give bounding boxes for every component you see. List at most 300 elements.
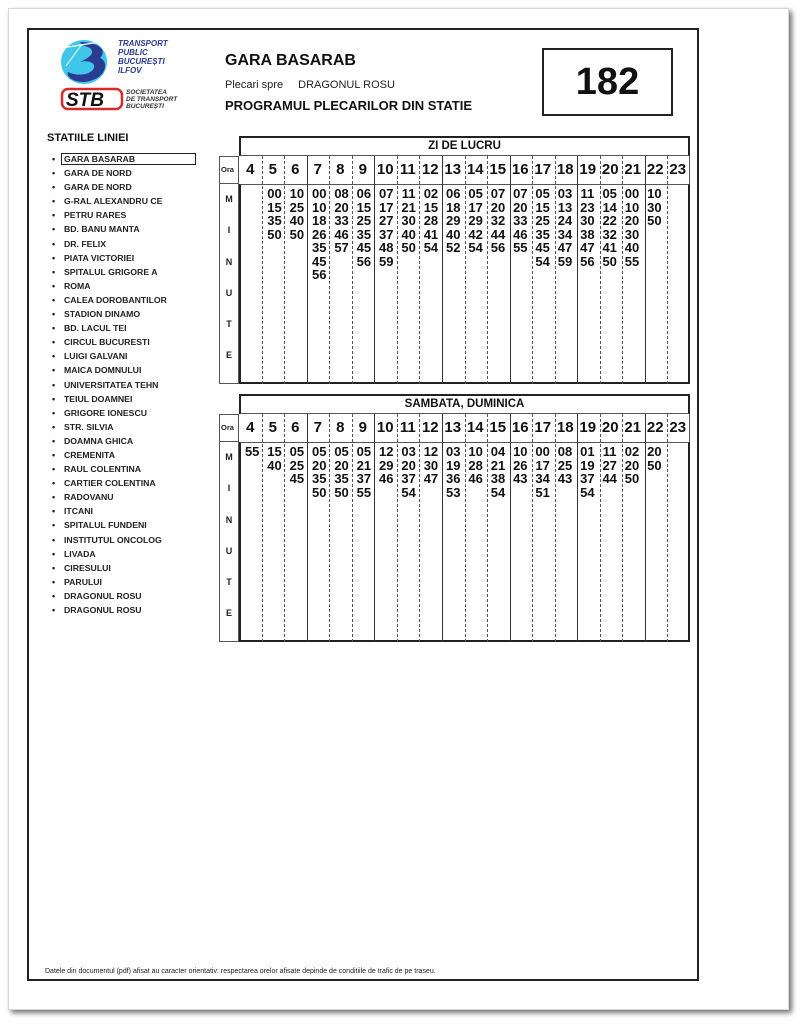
departure-minute: 25 bbox=[356, 213, 372, 228]
departure-minute: 03 bbox=[557, 186, 573, 201]
departure-minute: 35 bbox=[535, 226, 550, 242]
tpbi-line: ILFOV bbox=[118, 66, 142, 75]
station-item bbox=[48, 237, 195, 251]
station-item bbox=[48, 462, 195, 476]
station-name: GARA DE NORD bbox=[64, 168, 132, 179]
station-name: CALEA DOROBANTILOR bbox=[64, 294, 167, 305]
station-name: GARA DE NORD bbox=[64, 182, 132, 193]
departure-minute: 27 bbox=[379, 213, 394, 228]
column-separator bbox=[510, 414, 511, 642]
column-separator bbox=[532, 414, 533, 642]
departure-minute: 54 bbox=[535, 253, 550, 269]
route-number: 182 bbox=[542, 48, 673, 116]
station-item bbox=[48, 406, 195, 420]
departure-minute: 15 bbox=[423, 199, 439, 215]
stb-logo-text: STB bbox=[66, 90, 104, 111]
station-item bbox=[48, 434, 195, 448]
minute-letter: E bbox=[225, 350, 232, 361]
departure-minute: 30 bbox=[401, 213, 416, 228]
column-separator bbox=[645, 156, 646, 384]
hour-cell: 13 bbox=[444, 419, 462, 436]
minutes-column bbox=[420, 185, 442, 382]
hour-cell: 20 bbox=[601, 419, 619, 436]
hour-cell: 17 bbox=[534, 161, 552, 178]
station-item bbox=[48, 251, 195, 265]
departure-minute: 22 bbox=[602, 213, 617, 228]
column-separator bbox=[442, 156, 443, 384]
departure-minute: 26 bbox=[513, 457, 528, 473]
station-name: PIATA VICTORIEI bbox=[64, 252, 135, 263]
departure-minute: 50 bbox=[647, 213, 662, 228]
station-name: RADOVANU bbox=[64, 492, 114, 503]
station-item bbox=[48, 279, 195, 293]
hour-cell: 14 bbox=[466, 419, 484, 436]
departure-minute: 23 bbox=[580, 199, 595, 215]
station-name: DRAGONUL ROSU bbox=[64, 605, 142, 615]
hour-cell: 23 bbox=[669, 161, 687, 178]
station-item bbox=[48, 307, 195, 321]
departure-minute: 17 bbox=[379, 199, 394, 215]
minutes-column bbox=[509, 443, 531, 640]
column-separator bbox=[329, 414, 330, 642]
departure-minute: 45 bbox=[311, 253, 327, 269]
hour-cell: 22 bbox=[646, 419, 664, 436]
departure-minute: 25 bbox=[289, 199, 305, 215]
departure-minute: 10 bbox=[311, 199, 327, 215]
station-list bbox=[48, 152, 195, 617]
minutes-column bbox=[599, 185, 621, 382]
departure-minute: 07 bbox=[379, 186, 394, 201]
station-item bbox=[48, 392, 195, 406]
station-item bbox=[48, 603, 195, 617]
station-title: GARA BASARAB bbox=[225, 52, 356, 69]
minutes-column bbox=[442, 185, 464, 382]
column-separator bbox=[374, 414, 375, 642]
column-separator bbox=[622, 156, 623, 384]
departure-minute: 48 bbox=[379, 240, 394, 255]
minutes-column bbox=[330, 185, 352, 382]
station-item bbox=[48, 335, 195, 349]
departure-minute: 15 bbox=[267, 199, 282, 215]
departure-minute: 17 bbox=[535, 457, 550, 473]
departure-minute: 45 bbox=[356, 240, 372, 255]
hour-cell: 18 bbox=[556, 161, 574, 178]
column-separator bbox=[419, 156, 420, 384]
station-name: UNIVERSITATEA TEHN bbox=[64, 379, 159, 390]
departure-minute: 55 bbox=[513, 240, 528, 255]
hour-cell: 21 bbox=[624, 161, 642, 178]
minute-letter: T bbox=[226, 577, 232, 587]
minute-letter: I bbox=[227, 483, 231, 494]
departure-minute: 25 bbox=[289, 457, 305, 473]
station-item bbox=[48, 166, 195, 180]
departure-minute: 35 bbox=[311, 240, 327, 255]
departure-minute: 55 bbox=[356, 484, 372, 500]
departure-minute: 57 bbox=[334, 240, 349, 255]
minutes-column bbox=[241, 185, 263, 382]
departure-minute: 21 bbox=[490, 457, 506, 473]
hour-cell: 11 bbox=[399, 419, 416, 436]
stb-line: DE TRANSPORT bbox=[126, 96, 178, 103]
departure-minute: 37 bbox=[356, 471, 372, 486]
station-item bbox=[48, 448, 195, 462]
hour-cell: 8 bbox=[336, 161, 345, 178]
departure-minute: 56 bbox=[580, 253, 595, 269]
departure-minute: 33 bbox=[334, 213, 349, 228]
column-separator bbox=[419, 414, 420, 642]
column-separator bbox=[555, 156, 556, 384]
ora-label: Ora bbox=[219, 414, 239, 442]
minutes-column bbox=[509, 185, 531, 382]
minute-letter: E bbox=[225, 608, 232, 619]
departure-minute: 29 bbox=[468, 213, 483, 228]
departure-minute: 38 bbox=[580, 226, 595, 242]
departure-minute: 41 bbox=[602, 240, 617, 255]
minutes-column bbox=[464, 443, 486, 640]
departure-minute: 55 bbox=[244, 444, 260, 459]
departure-minute: 51 bbox=[535, 484, 550, 500]
departure-minute: 11 bbox=[580, 186, 595, 201]
departure-minute: 28 bbox=[468, 457, 483, 473]
stb-logo-icon bbox=[58, 86, 126, 112]
minute-letter: I bbox=[227, 225, 231, 236]
column-separator bbox=[374, 156, 375, 384]
column-separator bbox=[307, 156, 308, 384]
minutes-column bbox=[554, 443, 576, 640]
minutes-column bbox=[375, 443, 397, 640]
departure-minute: 11 bbox=[602, 444, 617, 459]
column-separator bbox=[555, 414, 556, 642]
hour-cell: 7 bbox=[313, 419, 322, 436]
station-item bbox=[48, 476, 195, 490]
departure-minute: 26 bbox=[311, 226, 327, 242]
departure-minute: 17 bbox=[468, 199, 483, 215]
hour-cell: 20 bbox=[601, 161, 619, 178]
minutes-column bbox=[531, 443, 553, 640]
station-item bbox=[48, 547, 195, 561]
station-item bbox=[48, 504, 195, 518]
minutes-column bbox=[666, 443, 688, 640]
departure-minute: 45 bbox=[289, 471, 305, 486]
departure-minute: 01 bbox=[580, 444, 595, 459]
tpbi-line: BUCUREȘTI bbox=[118, 57, 165, 66]
departure-minute: 56 bbox=[356, 253, 372, 269]
departure-minute: 50 bbox=[647, 457, 662, 473]
station-name: DR. FELIX bbox=[64, 238, 106, 249]
departure-minute: 05 bbox=[602, 186, 617, 201]
departure-minute: 06 bbox=[446, 186, 461, 201]
departure-minute: 20 bbox=[490, 199, 506, 215]
station-item bbox=[48, 265, 195, 279]
station-item bbox=[48, 420, 195, 434]
departure-minute: 20 bbox=[624, 457, 640, 473]
departure-minute: 12 bbox=[423, 444, 439, 459]
departure-minute: 50 bbox=[602, 253, 617, 269]
hour-cell: 8 bbox=[336, 419, 345, 436]
departure-minute: 15 bbox=[535, 199, 550, 215]
ora-label: Ora bbox=[219, 156, 239, 184]
departure-minute: 37 bbox=[401, 471, 416, 486]
station-name: INSTITUTUL ONCOLOG bbox=[64, 534, 162, 545]
departure-minute: 29 bbox=[446, 213, 461, 228]
departure-minute: 35 bbox=[334, 471, 349, 486]
hour-cell: 5 bbox=[268, 419, 277, 436]
departure-minute: 02 bbox=[624, 444, 640, 459]
departure-minute: 50 bbox=[289, 226, 305, 242]
station-item bbox=[48, 378, 195, 392]
departure-minute: 04 bbox=[490, 444, 506, 459]
column-separator bbox=[329, 156, 330, 384]
column-separator bbox=[465, 156, 466, 384]
departure-minute: 47 bbox=[557, 240, 573, 255]
tpbi-line: PUBLIC bbox=[118, 48, 148, 57]
station-name: BD. BANU MANTA bbox=[64, 224, 140, 235]
departure-minute: 46 bbox=[513, 226, 528, 242]
departure-minute: 40 bbox=[624, 240, 640, 255]
minutes-column bbox=[286, 443, 308, 640]
column-separator bbox=[667, 414, 668, 642]
departure-minute: 02 bbox=[423, 186, 439, 201]
column-separator bbox=[397, 156, 398, 384]
departure-minute: 50 bbox=[267, 226, 282, 242]
column-separator bbox=[284, 156, 285, 384]
minutes-column bbox=[397, 443, 419, 640]
station-name: LUIGI GALVANI bbox=[64, 351, 128, 362]
minutes-column bbox=[286, 185, 308, 382]
departure-minute: 08 bbox=[557, 444, 573, 459]
departure-minute: 44 bbox=[490, 226, 506, 242]
departure-minute: 33 bbox=[513, 213, 528, 228]
minute-letter: U bbox=[225, 287, 233, 298]
minutes-column bbox=[554, 185, 576, 382]
departure-minute: 37 bbox=[580, 471, 595, 486]
station-name: MAICA DOMNULUI bbox=[64, 365, 142, 376]
weekend-timetable bbox=[219, 414, 690, 642]
departure-minute: 36 bbox=[446, 471, 461, 486]
disclaimer: Datele din documentul (pdf) afisat au caracter orientativ: respectarea orelor afisate depinde de conditiile de trafic de pe traseu. bbox=[45, 968, 436, 975]
tpbi-b-icon bbox=[58, 36, 116, 86]
departure-minute: 10 bbox=[289, 186, 305, 201]
departure-minute: 00 bbox=[535, 444, 550, 459]
departure-minute: 37 bbox=[379, 226, 394, 242]
departure-minute: 42 bbox=[468, 226, 483, 242]
departure-minute: 30 bbox=[647, 199, 662, 215]
departure-minute: 18 bbox=[446, 199, 461, 215]
departure-minute: 12 bbox=[379, 444, 394, 459]
column-separator bbox=[645, 414, 646, 642]
hour-cell: 13 bbox=[444, 161, 462, 178]
hour-cell: 11 bbox=[399, 161, 416, 178]
minute-letter: U bbox=[225, 545, 233, 556]
minutes-column bbox=[621, 443, 643, 640]
departures-label: Plecari spre bbox=[225, 79, 284, 91]
departure-minute: 52 bbox=[446, 240, 461, 255]
minutes-column bbox=[397, 185, 419, 382]
station-item bbox=[48, 194, 195, 208]
hour-cell: 12 bbox=[421, 419, 439, 436]
departure-minute: 20 bbox=[624, 213, 640, 228]
column-separator bbox=[487, 414, 488, 642]
hour-cell: 22 bbox=[646, 161, 664, 178]
hour-cell: 7 bbox=[313, 161, 322, 178]
departure-minute: 30 bbox=[423, 457, 439, 473]
station-name: CARTIER COLENTINA bbox=[64, 478, 156, 489]
minutes-column bbox=[263, 185, 285, 382]
departure-minute: 08 bbox=[334, 186, 349, 201]
column-separator bbox=[600, 156, 601, 384]
station-item bbox=[48, 208, 195, 222]
departure-minute: 34 bbox=[535, 471, 550, 486]
hour-cell: 12 bbox=[421, 161, 439, 178]
hour-cell: 21 bbox=[624, 419, 642, 436]
column-separator bbox=[510, 156, 511, 384]
station-item bbox=[48, 321, 195, 335]
minutes-column bbox=[375, 185, 397, 382]
column-separator bbox=[577, 156, 578, 384]
departure-minute: 40 bbox=[401, 226, 416, 242]
departure-minute: 21 bbox=[401, 199, 416, 215]
departure-minute: 05 bbox=[535, 186, 550, 201]
column-separator bbox=[284, 414, 285, 642]
departure-minute: 46 bbox=[334, 226, 349, 242]
station-item bbox=[48, 533, 195, 547]
departure-minute: 30 bbox=[624, 226, 640, 242]
hour-cell: 17 bbox=[534, 419, 552, 436]
stb-line: BUCUREȘTI bbox=[126, 103, 164, 110]
station-name: STR. SILVIA bbox=[64, 421, 114, 432]
departure-minute: 50 bbox=[401, 240, 416, 255]
minute-letter: N bbox=[225, 514, 233, 525]
departure-minute: 19 bbox=[580, 457, 595, 473]
departure-minute: 43 bbox=[557, 471, 573, 486]
hour-cell: 4 bbox=[246, 419, 255, 436]
departure-minute: 21 bbox=[356, 457, 372, 473]
station-name: LIVADA bbox=[64, 548, 96, 559]
station-item bbox=[48, 349, 195, 363]
departure-minute: 50 bbox=[624, 471, 640, 486]
minutes-column bbox=[643, 185, 665, 382]
minute-letter: M bbox=[225, 194, 233, 204]
column-separator bbox=[397, 414, 398, 642]
departures-line bbox=[225, 79, 395, 91]
minutes-column bbox=[487, 443, 509, 640]
minutes-column bbox=[576, 185, 598, 382]
departure-minute: 56 bbox=[311, 267, 327, 282]
departure-minute: 10 bbox=[513, 444, 528, 459]
minutes-column bbox=[666, 185, 688, 382]
departure-minute: 25 bbox=[557, 457, 573, 473]
departure-minute: 27 bbox=[602, 457, 617, 473]
column-separator bbox=[600, 414, 601, 642]
hour-cell: 15 bbox=[489, 161, 507, 178]
station-name: CIRESULUI bbox=[64, 562, 111, 573]
hour-cell: 18 bbox=[556, 419, 574, 436]
column-separator bbox=[465, 414, 466, 642]
departure-minute: 20 bbox=[513, 199, 528, 215]
departure-minute: 35 bbox=[311, 471, 327, 486]
departure-minute: 20 bbox=[401, 457, 416, 473]
station-item bbox=[48, 561, 195, 575]
column-separator bbox=[487, 156, 488, 384]
hour-cell: 9 bbox=[358, 419, 367, 436]
station-name: PETRU RARES bbox=[64, 210, 127, 221]
departure-minute: 05 bbox=[356, 444, 372, 459]
minutes-column bbox=[241, 443, 263, 640]
departure-minute: 35 bbox=[267, 213, 282, 228]
departure-minute: 13 bbox=[557, 199, 573, 215]
departure-minute: 19 bbox=[446, 457, 461, 473]
station-name: G-RAL ALEXANDRU CE bbox=[64, 196, 163, 207]
departure-minute: 35 bbox=[356, 226, 372, 242]
column-separator bbox=[532, 156, 533, 384]
departure-minute: 20 bbox=[647, 444, 662, 459]
station-item bbox=[48, 363, 195, 377]
departure-minute: 24 bbox=[557, 213, 573, 228]
departure-minute: 46 bbox=[379, 471, 394, 486]
departure-minute: 25 bbox=[535, 213, 550, 228]
minutes-column bbox=[308, 443, 330, 640]
departure-minute: 44 bbox=[602, 471, 617, 486]
departure-minute: 20 bbox=[334, 457, 349, 473]
column-separator bbox=[577, 414, 578, 642]
column-separator bbox=[442, 414, 443, 642]
departure-minute: 18 bbox=[311, 213, 327, 228]
departure-minute: 03 bbox=[401, 444, 416, 459]
station-name: TEIUL DOAMNEI bbox=[64, 393, 133, 404]
hour-cell: 6 bbox=[291, 419, 300, 436]
timetable-title: ZI DE LUCRU bbox=[239, 136, 690, 156]
column-separator bbox=[262, 156, 263, 384]
departure-minute: 43 bbox=[513, 471, 528, 486]
minutes-column bbox=[263, 443, 285, 640]
station-name: PARULUI bbox=[64, 576, 102, 587]
stb-logo bbox=[58, 86, 188, 116]
departure-minute: 56 bbox=[490, 240, 506, 255]
departure-minute: 05 bbox=[468, 186, 483, 201]
minute-letter: M bbox=[225, 452, 233, 462]
hour-cell: 4 bbox=[246, 161, 255, 178]
hour-cell: 16 bbox=[511, 161, 529, 178]
minutes-column bbox=[621, 185, 643, 382]
weekday-timetable bbox=[219, 156, 690, 384]
minute-letter: T bbox=[226, 319, 232, 329]
departure-minute: 38 bbox=[490, 471, 506, 486]
minutes-column bbox=[420, 443, 442, 640]
tpbi-logo bbox=[58, 36, 178, 86]
column-separator bbox=[307, 414, 308, 642]
departure-minute: 54 bbox=[580, 484, 595, 500]
departure-minute: 28 bbox=[423, 213, 439, 228]
station-name: DOAMNA GHICA bbox=[64, 435, 134, 446]
departure-minute: 06 bbox=[356, 186, 372, 201]
station-name: SPITALUL GRIGORE A bbox=[64, 266, 158, 277]
station-name: RAUL COLENTINA bbox=[64, 464, 142, 475]
departure-minute: 05 bbox=[334, 444, 349, 459]
departure-minute: 54 bbox=[468, 240, 483, 255]
hour-cell: 10 bbox=[376, 419, 394, 436]
departure-minute: 47 bbox=[580, 240, 595, 255]
hour-cell: 10 bbox=[376, 161, 394, 178]
departure-minute: 50 bbox=[334, 484, 349, 500]
minutes-column bbox=[487, 185, 509, 382]
station-item bbox=[48, 180, 195, 194]
tpbi-line: TRANSPORT bbox=[118, 39, 168, 48]
departure-minute: 53 bbox=[446, 484, 461, 500]
departure-minute: 00 bbox=[624, 186, 640, 201]
minutes-column bbox=[353, 443, 375, 640]
destination: DRAGONUL ROSU bbox=[298, 79, 395, 91]
departure-minute: 20 bbox=[334, 199, 349, 215]
